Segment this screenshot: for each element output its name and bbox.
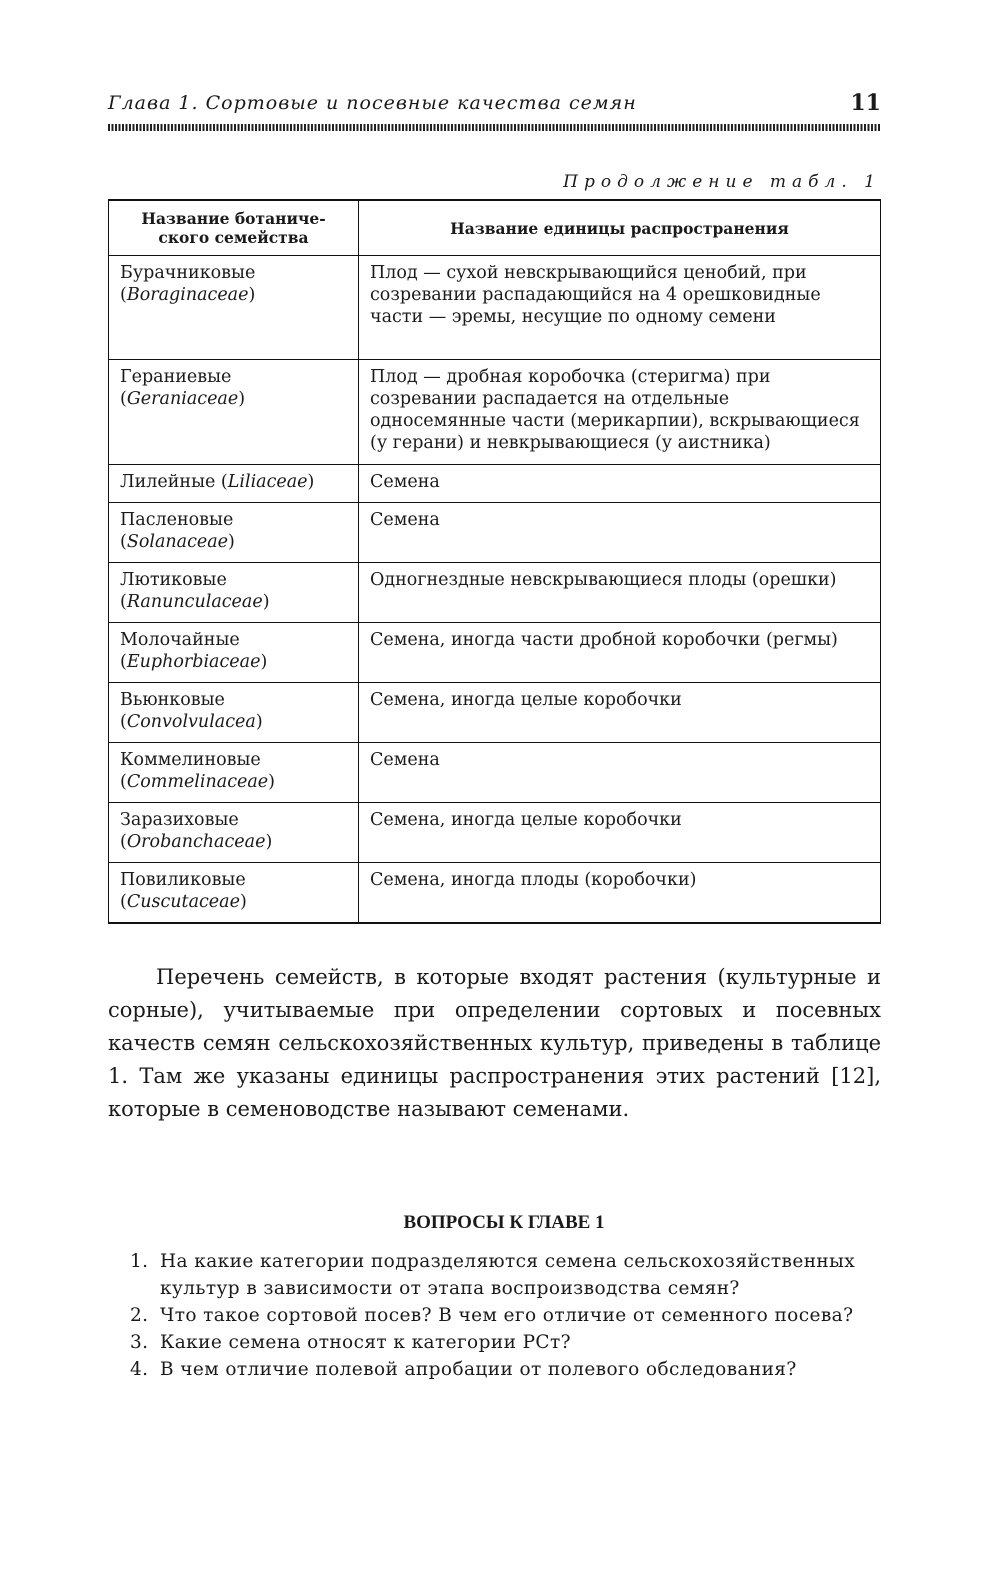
table-row	[109, 256, 881, 360]
unit-cell: Семена, иногда части дробной коробочки (регмы)	[359, 623, 881, 683]
unit-cell: Семена, иногда целые коробочки	[359, 683, 881, 743]
body-paragraph: Перечень семейств, в которые входят растения (культурные и сорные), учитываемые при определении сортовых и посевных качеств семян сельскохозяйственных культур, приведены в таблице 1. Там же указаны единицы распространения этих растений [12], которые в семеноводстве называют семенами.	[108, 965, 881, 1121]
family-cell: Гераниевые (Geraniaceae)	[109, 360, 359, 465]
unit-cell: Семена	[359, 503, 881, 563]
chapter-title: Глава 1. Сортовые и посевные качества семян	[108, 92, 637, 114]
table-row	[109, 563, 881, 623]
unit-cell: Семена, иногда целые коробочки	[359, 803, 881, 863]
families-table	[108, 199, 881, 924]
questions-list	[108, 1248, 881, 1383]
page-number: 11	[850, 90, 881, 116]
family-cell: Бурачниковые (Boraginaceae)	[109, 256, 359, 360]
table-row	[109, 803, 881, 863]
unit-cell: Семена, иногда плоды (коробочки)	[359, 863, 881, 924]
header-unit: Название единицы распространения	[359, 200, 881, 256]
family-cell: Заразиховые (Orobanchaceae)	[109, 803, 359, 863]
family-cell: Коммелиновые (Commelinaceae)	[109, 743, 359, 803]
table-row	[109, 623, 881, 683]
table-row	[109, 743, 881, 803]
family-cell: Вьюнковые (Convolvulacea)	[109, 683, 359, 743]
list-item: 2. Что такое сортовой посев? В чем его отличие от семенного посева?	[130, 1305, 854, 1326]
table-row	[109, 360, 881, 465]
family-cell: Лютиковые (Ranunculaceae)	[109, 563, 359, 623]
list-item: 4. В чем отличие полевой апробации от полевого обследования?	[130, 1359, 797, 1380]
unit-cell: Одногнездные невскрывающиеся плоды (орешки)	[359, 563, 881, 623]
header-family: Название ботаниче- ского семейства	[109, 200, 359, 256]
family-cell: Повиликовые (Cuscutaceae)	[109, 863, 359, 924]
unit-cell: Семена	[359, 743, 881, 803]
family-cell: Молочайные (Euphorbiaceae)	[109, 623, 359, 683]
table-header-row	[109, 200, 881, 256]
table-row	[109, 465, 881, 503]
table-row	[109, 503, 881, 563]
table-row	[109, 863, 881, 924]
running-head	[108, 92, 881, 124]
family-cell: Пасленовые (Solanaceae)	[109, 503, 359, 563]
list-item: 3. Какие семена относят к категории РСт?	[130, 1332, 571, 1353]
table-caption: Продолжение табл. 1	[563, 172, 881, 192]
unit-cell: Плод — дробная коробочка (стеригма) при созревании распадается на отдельные односемянные части (мерикарпии), вскрывающиеся (у герани) и невкрывающиеся (у аистника)	[359, 360, 881, 465]
list-item: 1. На какие категории подразделяются семена сельскохозяйственных культур в зависимости от этапа воспроизводства семян?	[130, 1251, 856, 1299]
table-row	[109, 683, 881, 743]
unit-cell: Семена	[359, 465, 881, 503]
questions-title: ВОПРОСЫ К ГЛАВЕ 1	[403, 1212, 605, 1233]
header-rule	[108, 124, 881, 131]
family-cell: Лилейные (Liliaceae)	[109, 465, 359, 503]
unit-cell: Плод — сухой невскрывающийся ценобий, при созревании распадающийся на 4 орешковидные части — эремы, несущие по одному семени	[359, 256, 881, 360]
